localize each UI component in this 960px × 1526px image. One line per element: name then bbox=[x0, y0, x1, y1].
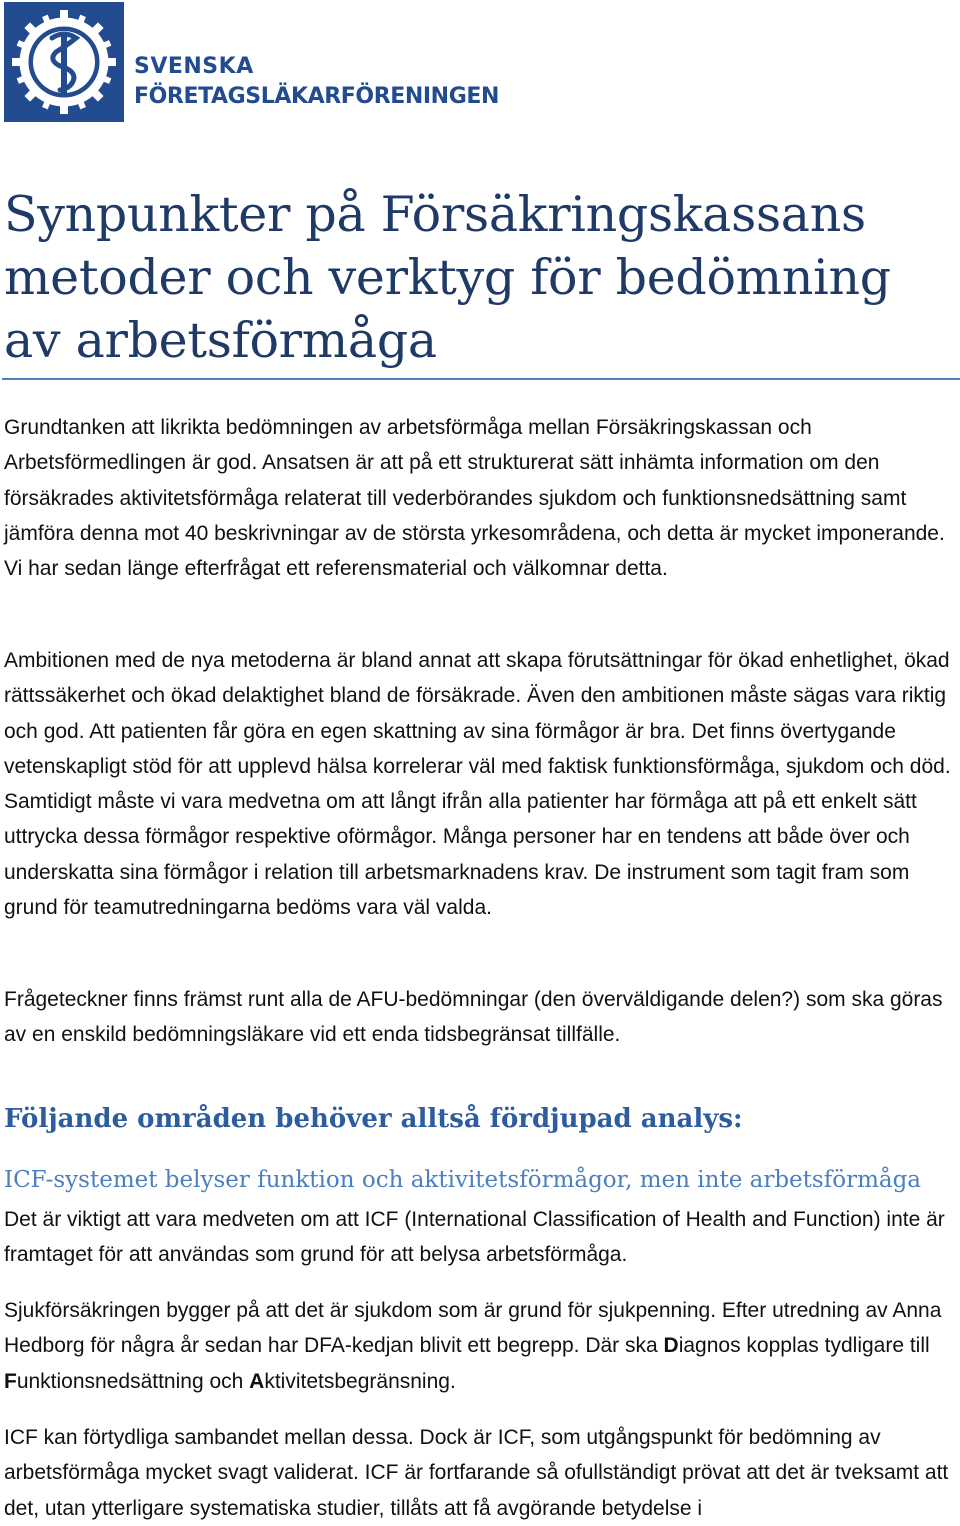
subsection-heading: ICF-systemet belyser funktion och aktivitetsförmågor, men inte arbetsförmåga bbox=[4, 1167, 922, 1193]
logo-text-line2: FÖRETAGSLÄKARFÖRENINGEN bbox=[134, 84, 499, 109]
logo-text-line1: SVENSKA bbox=[134, 54, 254, 79]
association-logo bbox=[4, 2, 499, 122]
dfa-text-4: ktivitetsbegränsning. bbox=[264, 1369, 456, 1393]
dfa-letter-f: F bbox=[4, 1369, 17, 1393]
caduceus-gear-icon bbox=[4, 2, 124, 122]
dfa-text-2: iagnos kopplas tydligare till bbox=[678, 1334, 930, 1358]
paragraph-icf-intro: Det är viktigt att vara medveten om att ICF (International Classification of Health and Function) inte är framtaget för att användas som grund för att belysa arbetsförmåga. bbox=[4, 1208, 945, 1267]
section-heading: Följande områden behöver alltså fördjupad analys: bbox=[4, 1104, 743, 1134]
paragraph-questions: Frågeteckner finns främst runt alla de AFU-bedömningar (den överväldigande delen?) som ska göras av en enskild bedömningsläkare vid ett enda tidsbegränsat tillfälle. bbox=[4, 988, 943, 1047]
dfa-letter-a: A bbox=[249, 1369, 265, 1393]
paragraph-dfa-chain bbox=[4, 1293, 959, 1399]
paragraph-intro: Grundtanken att likrikta bedömningen av arbetsförmåga mellan Försäkringskassan och Arbetsförmedlingen är god. Ansatsen är att på ett strukturerat sätt inhämta information om den försäkrades aktivitetsförmåga relaterat till vederbörandes sjukdom och funktionsnedsättning samt jämföra denna mot 40 beskrivningar av de största yrkesområdena, och detta är mycket imponerande. Vi har sedan länge efterfrågat ett referensmaterial och välkomnar detta. bbox=[4, 416, 945, 581]
dfa-text-3: unktionsnedsättning och bbox=[16, 1369, 250, 1393]
dfa-letter-d: D bbox=[663, 1334, 679, 1358]
dfa-text-1: Sjukförsäkringen bygger på att det är sjukdom som är grund för sjukpenning. Efter utredning av Anna Hedborg för några år sedan har DFA-kedjan blivit ett begrepp. Där ska bbox=[4, 1299, 942, 1358]
paragraph-ambition: Ambitionen med de nya metoderna är bland annat att skapa förutsättningar för ökad enhetlighet, ökad rättssäkerhet och ökad delaktighet bland de försäkrade. Även den ambitionen måste sägas vara riktig och god. Att patienten får göra en egen skattning av sina förmågor är bra. Det finns övertygande vetenskapligt stöd för att upplevd hälsa korrelerar väl med faktisk funktionsförmåga, sjukdom och död. Samtidigt måste vi vara medvetna om att långt ifrån alla patienter har förmåga att på ett enkelt sätt uttrycka dessa förmågor respektive oförmågor. Många personer har en tendens att både över och underskatta sina förmågor i relation till arbetsmarknadens krav. De instrument som tagit fram som grund för teamutredningarna bedöms vara väl valda. bbox=[4, 649, 951, 920]
paragraph-icf-validation: ICF kan förtydliga sambandet mellan dessa. Dock är ICF, som utgångspunkt för bedömning av arbetsförmåga mycket svagt validerat. ICF är fortfarande så ofullständigt prövat att det är tveksamt att det, utan ytterligare systematiska studier, tillåts att få avgörande betydelse i bbox=[4, 1426, 949, 1520]
document-title: Synpunkter på Försäkringskassans metoder och verktyg för bedömning av arbetsförmåga bbox=[4, 186, 891, 369]
title-underline-rule bbox=[2, 378, 960, 380]
